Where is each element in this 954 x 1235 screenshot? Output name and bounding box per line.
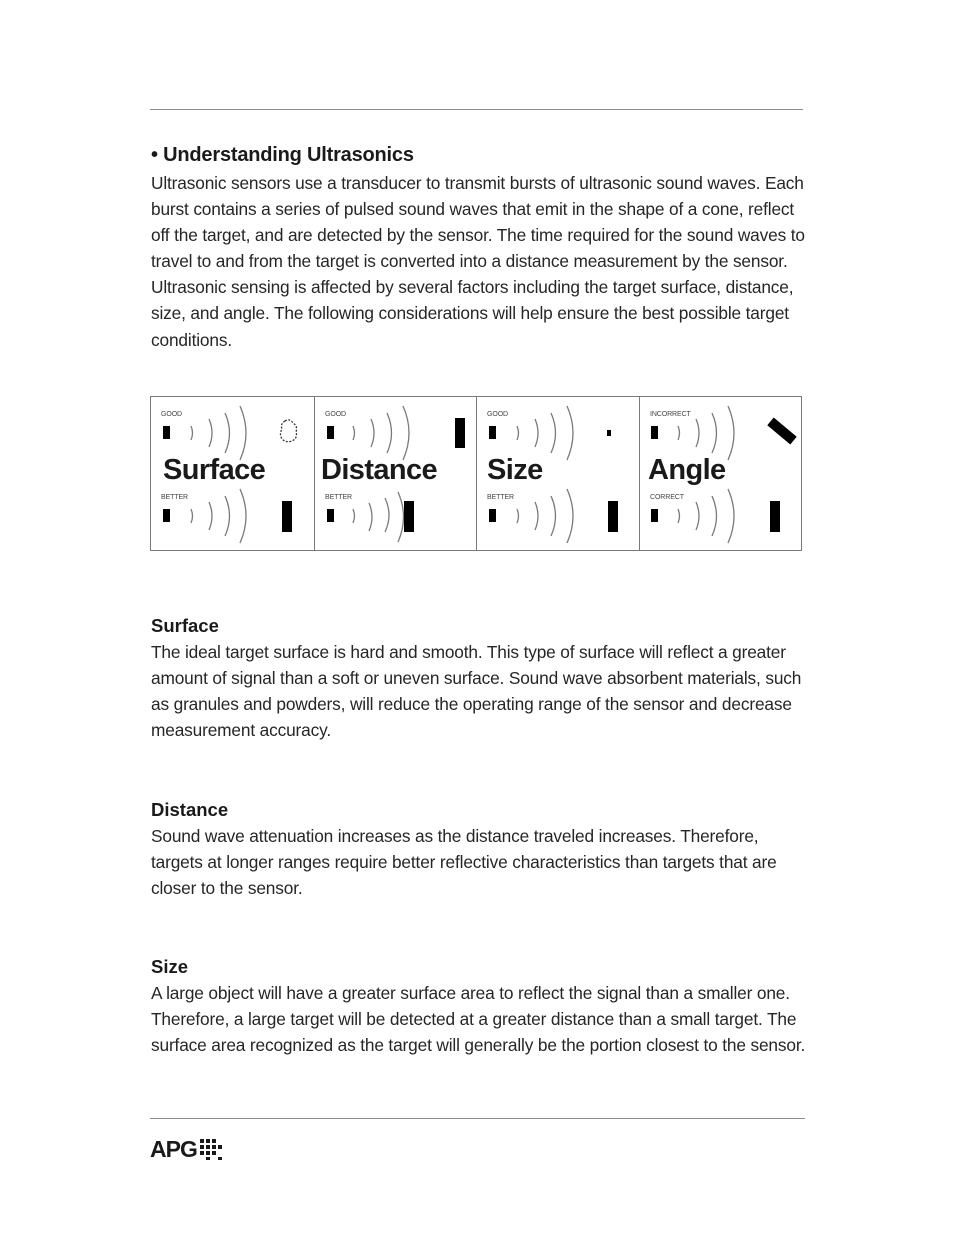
surface-section	[151, 613, 807, 743]
panel-bottom-tag: BETTER	[325, 494, 353, 501]
section-title-surface: Surface	[151, 615, 219, 636]
intro-section	[151, 142, 807, 353]
section-heading: • Understanding Ultrasonics	[151, 144, 414, 166]
panel-top-tag: GOOD	[161, 411, 182, 418]
panel-label: Angle	[648, 454, 726, 486]
panel-bottom-tag: BETTER	[161, 494, 189, 501]
section-title-distance: Distance	[151, 799, 229, 820]
section-body-size: A large object will have a greater surface area to reflect the signal than a smaller one. Therefore, a large target will be detected at a greater distance than a small target. The surface area recognized as the target will generally be the portion closest to the sensor.	[151, 983, 806, 1056]
panel-bottom-tag: CORRECT	[650, 494, 684, 501]
intro-paragraph: Ultrasonic sensors use a transducer to transmit bursts of ultrasonic sound waves. Each burst contains a series of pulsed sound waves that emit in the shape of a cone, reflect off the target, and are detected by the sensor. The time required for the sound waves to travel to and from the target is converted into a distance measurement by the sensor. Ultrasonic sensing is affected by several factors including the target surface, distance, size, and angle. The following considerations will help ensure the best possible target conditions.	[151, 173, 805, 350]
panel-label: Size	[487, 454, 543, 486]
section-body-distance: Sound wave attenuation increases as the distance traveled increases. Therefore, targets at longer ranges require better reflective characteristics than targets that are closer to the sensor.	[151, 826, 777, 899]
distance-section	[151, 797, 807, 901]
panel-top-tag: INCORRECT	[650, 411, 691, 418]
distance-diagram	[315, 397, 477, 552]
apg-logo	[150, 1136, 224, 1162]
footer-rule	[150, 1118, 805, 1119]
surface-diagram	[151, 397, 314, 552]
size-section	[151, 954, 807, 1058]
header-rule	[150, 109, 803, 110]
logo-grid-icon	[198, 1137, 224, 1161]
panel-label: Surface	[163, 454, 266, 486]
section-body-surface: The ideal target surface is hard and smooth. This type of surface will reflect a greater amount of signal than a soft or uneven surface. Sound wave absorbent materials, such as granules and powders, will reduce the operating range of the sensor and decrease measurement accuracy.	[151, 642, 802, 741]
logo-text: APG	[150, 1136, 197, 1162]
ultrasonic-factors-figure	[150, 396, 802, 551]
angle-diagram	[640, 397, 802, 552]
size-diagram	[477, 397, 640, 552]
figure-panel-size	[476, 397, 639, 550]
panel-top-tag: GOOD	[325, 411, 346, 418]
section-title-size: Size	[151, 956, 189, 977]
panel-bottom-tag: BETTER	[487, 494, 515, 501]
panel-top-tag: GOOD	[487, 411, 508, 418]
panel-label: Distance	[321, 454, 438, 486]
figure-panel-angle	[639, 397, 801, 550]
figure-panel-surface	[151, 397, 314, 550]
figure-panel-distance	[314, 397, 476, 550]
